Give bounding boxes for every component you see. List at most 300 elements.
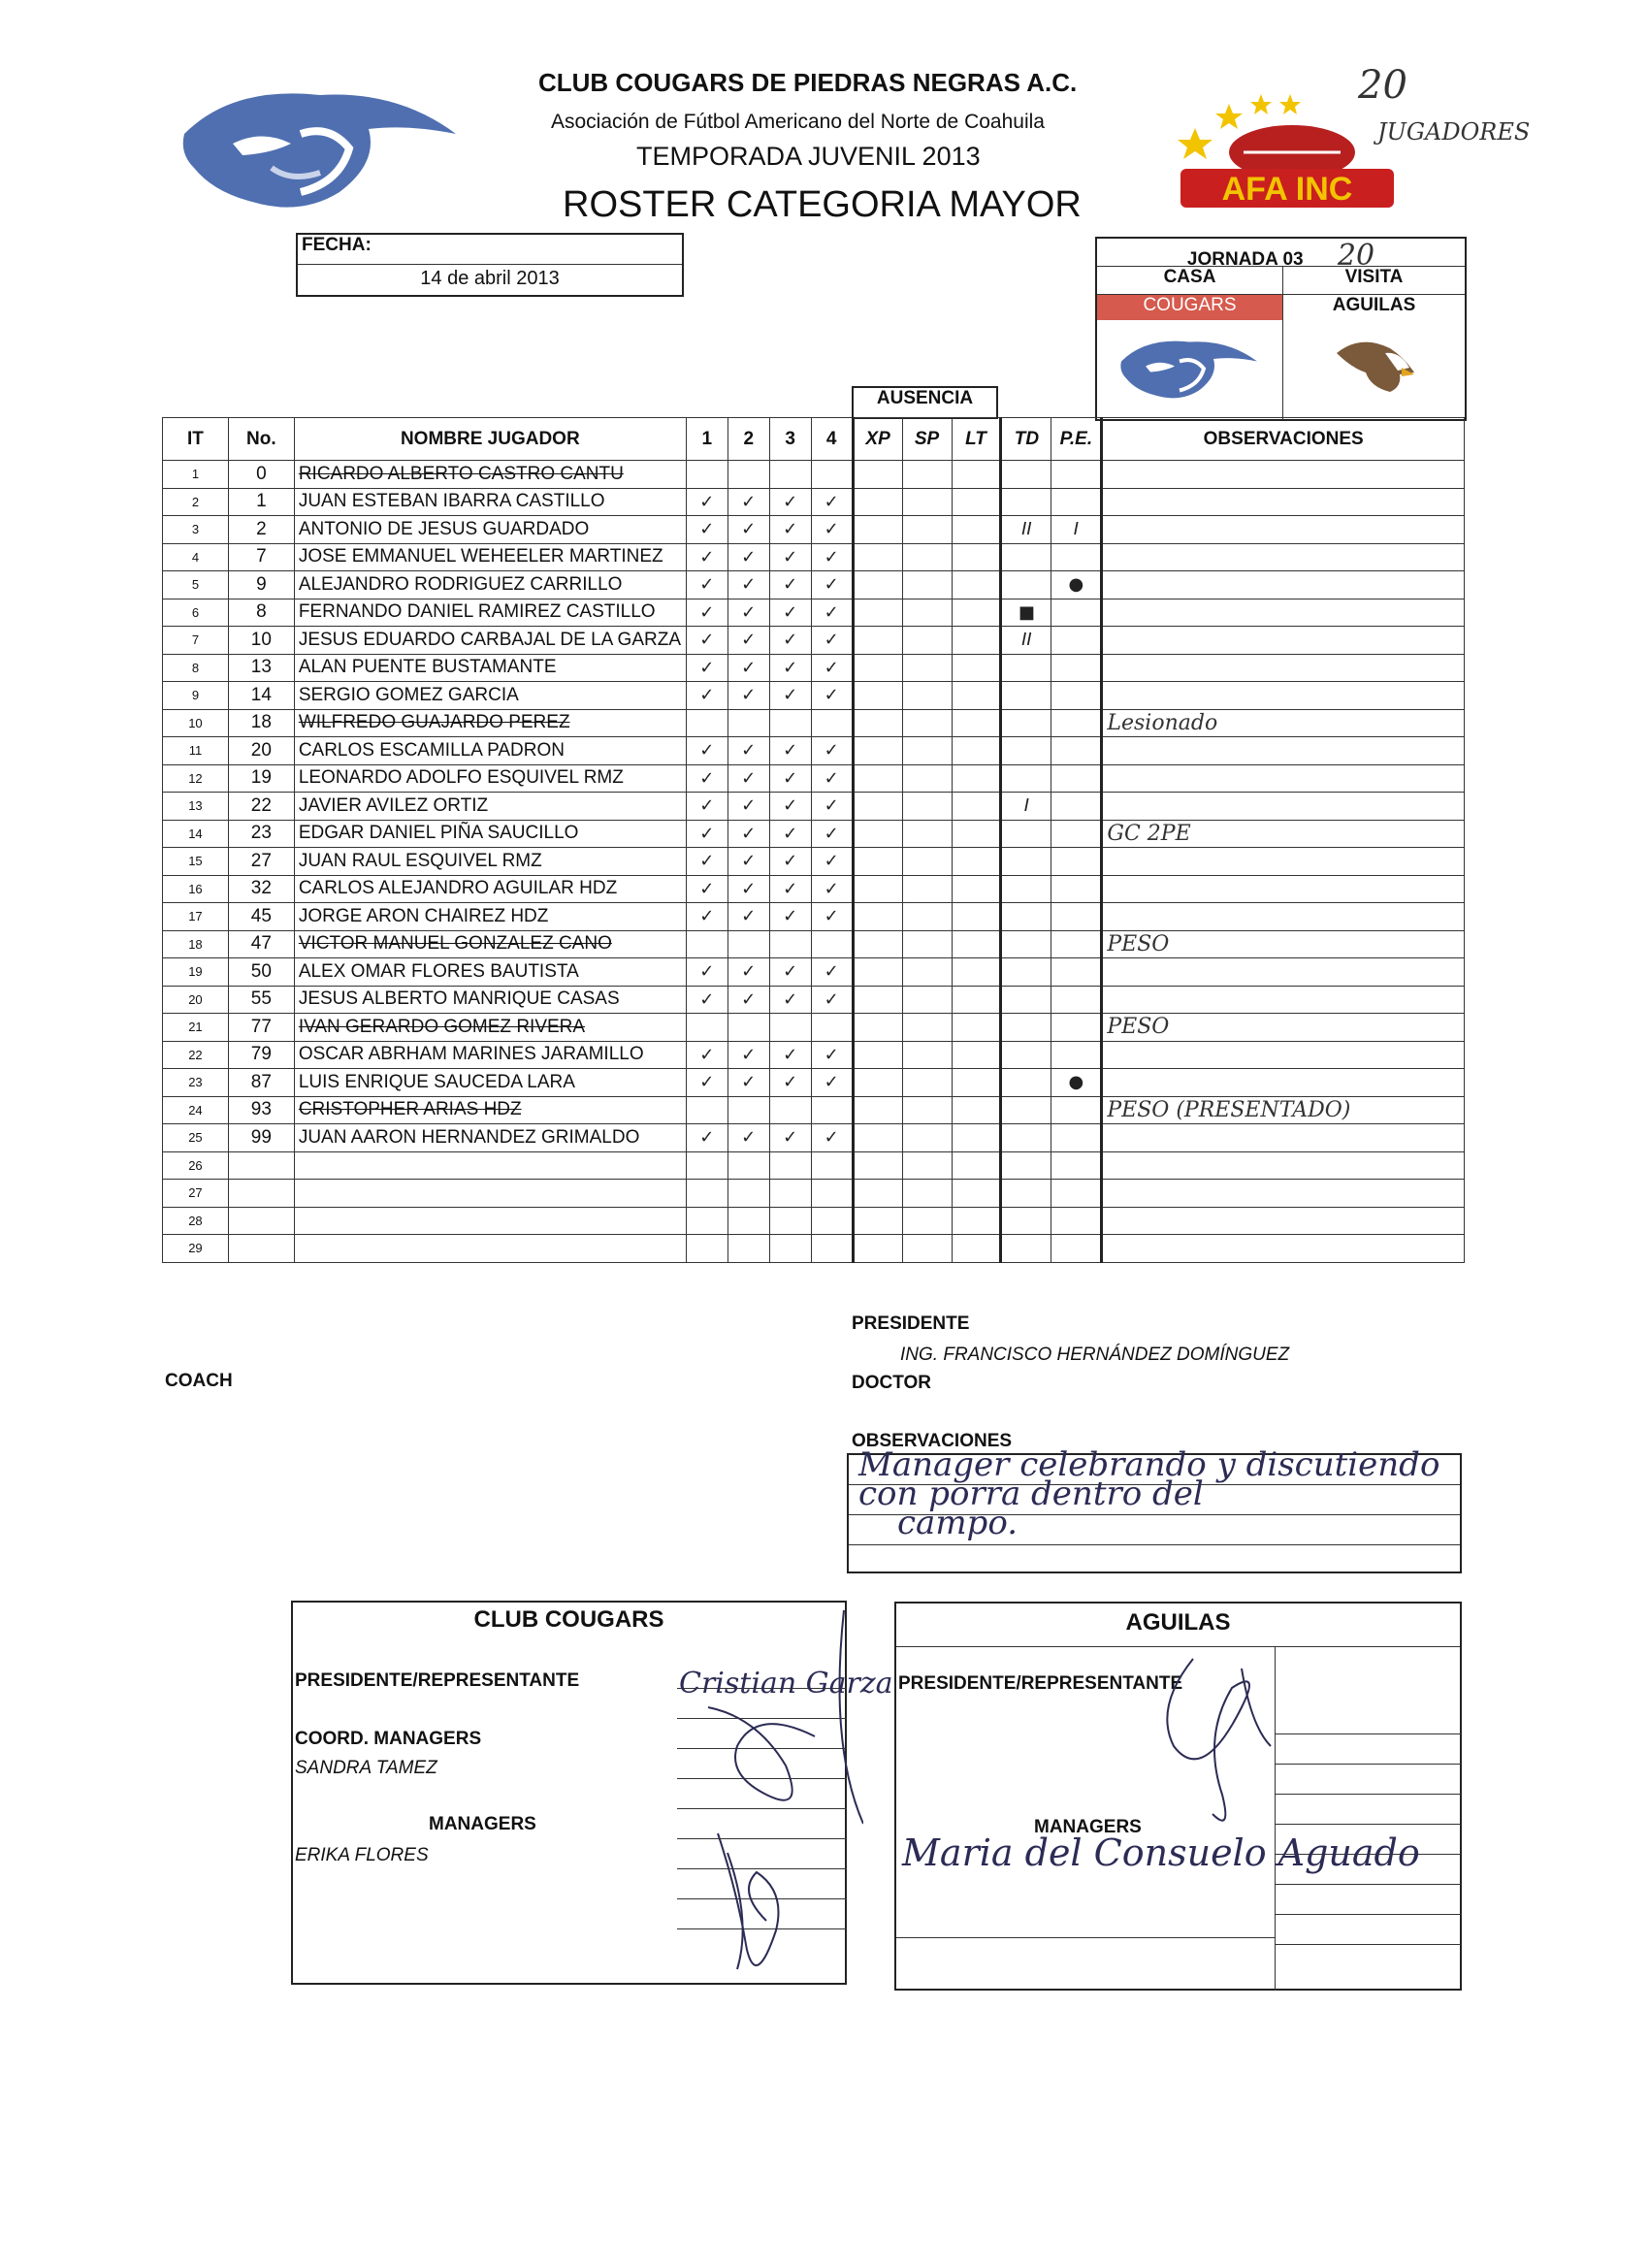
- quarter-2-check: ✓: [728, 488, 769, 516]
- cougar-logo: [175, 76, 466, 221]
- player-it: 16: [163, 875, 229, 903]
- observation-cell: [1102, 1180, 1465, 1208]
- lt-cell: [952, 516, 1001, 544]
- player-name: [294, 958, 686, 987]
- col-pe: P.E.: [1051, 418, 1102, 461]
- pe-cell: [1051, 1207, 1102, 1235]
- observation-cell: [1102, 875, 1465, 903]
- sp-cell: [902, 461, 952, 489]
- visita-label: VISITA: [1344, 267, 1404, 287]
- quarter-4-check: ✓: [811, 627, 853, 655]
- player-name-text: ALAN PUENTE BUSTAMANTE: [298, 657, 557, 678]
- pe-cell: [1051, 1041, 1102, 1069]
- pe-cell: ●: [1051, 1069, 1102, 1097]
- quarter-2-check: [728, 1235, 769, 1263]
- xp-cell: [853, 682, 902, 710]
- player-number: 93: [228, 1096, 294, 1124]
- td-cell: [1001, 1069, 1051, 1097]
- quarter-1-check: [686, 1014, 728, 1042]
- td-cell: [1001, 875, 1051, 903]
- lt-cell: [952, 930, 1001, 958]
- quarter-3-check: ✓: [769, 1069, 811, 1097]
- jornada-box: [1095, 237, 1467, 421]
- quarter-3-check: ✓: [769, 820, 811, 848]
- pe-cell: [1051, 958, 1102, 987]
- club-title: CLUB COUGARS DE PIEDRAS NEGRAS A.C.: [538, 68, 1078, 97]
- player-number: [228, 1235, 294, 1263]
- player-it: 13: [163, 793, 229, 821]
- quarter-2-check: ✓: [728, 571, 769, 599]
- quarter-2-check: ✓: [728, 599, 769, 627]
- td-cell: ■: [1001, 599, 1051, 627]
- player-name-text: CARLOS ESCAMILLA PADRON: [298, 739, 565, 761]
- sp-cell: [902, 986, 952, 1014]
- xp-cell: [853, 820, 902, 848]
- quarter-1-check: ✓: [686, 903, 728, 931]
- quarter-2-check: ✓: [728, 958, 769, 987]
- xp-cell: [853, 654, 902, 682]
- player-name-text: JOSE EMMANUEL WEHEELER MARTINEZ: [298, 546, 663, 567]
- sp-cell: [902, 1124, 952, 1152]
- player-it: 19: [163, 958, 229, 987]
- roster-row: [163, 958, 1465, 987]
- player-name: [294, 930, 686, 958]
- lt-cell: [952, 1014, 1001, 1042]
- sp-cell: [902, 627, 952, 655]
- observation-cell: [1102, 1207, 1465, 1235]
- quarter-3-check: ✓: [769, 764, 811, 793]
- presidente-label: PRESIDENTE: [852, 1313, 970, 1334]
- home-coord-name: SANDRA TAMEZ: [295, 1758, 437, 1778]
- quarter-3-check: ✓: [769, 1041, 811, 1069]
- pe-cell: [1051, 986, 1102, 1014]
- observation-cell: [1102, 1151, 1465, 1180]
- player-name-text: OSCAR ABRHAM MARINES JARAMILLO: [298, 1044, 644, 1065]
- quarter-2-check: ✓: [728, 820, 769, 848]
- lt-cell: [952, 958, 1001, 987]
- player-name-text: JUAN RAUL ESQUIVEL RMZ: [298, 850, 542, 871]
- home-title: CLUB COUGARS: [473, 1606, 664, 1633]
- observation-cell: [1102, 516, 1465, 544]
- roster-row: [163, 571, 1465, 599]
- player-name-text: JUAN AARON HERNANDEZ GRIMALDO: [298, 1126, 640, 1148]
- quarter-4-check: [811, 709, 853, 737]
- coach-label: COACH: [165, 1371, 233, 1391]
- quarter-3-check: ✓: [769, 516, 811, 544]
- quarter-4-check: ✓: [811, 737, 853, 765]
- td-cell: [1001, 848, 1051, 876]
- fecha-box: [296, 233, 684, 297]
- xp-cell: [853, 543, 902, 571]
- td-cell: [1001, 682, 1051, 710]
- home-managers-name: ERIKA FLORES: [295, 1845, 429, 1865]
- player-name-text: JUAN ESTEBAN IBARRA CASTILLO: [298, 491, 605, 512]
- player-it: 26: [163, 1151, 229, 1180]
- observation-cell: PESO: [1102, 930, 1465, 958]
- roster-row: [163, 875, 1465, 903]
- quarter-3-check: ✓: [769, 654, 811, 682]
- lt-cell: [952, 1180, 1001, 1208]
- roster-title: ROSTER CATEGORIA MAYOR: [563, 184, 1082, 225]
- player-name: [294, 571, 686, 599]
- quarter-4-check: [811, 930, 853, 958]
- td-cell: II: [1001, 627, 1051, 655]
- quarter-1-check: ✓: [686, 543, 728, 571]
- sp-cell: [902, 1235, 952, 1263]
- quarter-4-check: ✓: [811, 571, 853, 599]
- lt-cell: [952, 848, 1001, 876]
- sp-cell: [902, 516, 952, 544]
- home-managers-label: MANAGERS: [429, 1814, 536, 1834]
- ausencia-label: AUSENCIA: [876, 388, 974, 408]
- player-it: 24: [163, 1096, 229, 1124]
- player-number: 99: [228, 1124, 294, 1152]
- observation-cell: [1102, 903, 1465, 931]
- observation-cell: [1102, 682, 1465, 710]
- player-name: [294, 903, 686, 931]
- quarter-3-check: ✓: [769, 599, 811, 627]
- quarter-3-check: ✓: [769, 737, 811, 765]
- quarter-1-check: [686, 1207, 728, 1235]
- observation-cell: [1102, 737, 1465, 765]
- player-number: 0: [228, 461, 294, 489]
- player-name: [294, 654, 686, 682]
- lt-cell: [952, 986, 1001, 1014]
- player-number: 50: [228, 958, 294, 987]
- quarter-4-check: ✓: [811, 1124, 853, 1152]
- td-cell: [1001, 654, 1051, 682]
- player-name: [294, 986, 686, 1014]
- eagle-logo: [1332, 334, 1419, 402]
- col-sp: SP: [902, 418, 952, 461]
- xp-cell: [853, 1041, 902, 1069]
- observation-cell: [1102, 1069, 1465, 1097]
- visita-team: AGUILAS: [1332, 295, 1416, 315]
- sp-cell: [902, 1096, 952, 1124]
- quarter-1-check: ✓: [686, 958, 728, 987]
- quarter-2-check: ✓: [728, 737, 769, 765]
- player-name: [294, 764, 686, 793]
- pe-cell: [1051, 1235, 1102, 1263]
- quarter-2-check: ✓: [728, 1124, 769, 1152]
- quarter-4-check: ✓: [811, 764, 853, 793]
- quarter-4-check: ✓: [811, 682, 853, 710]
- away-sign-lines: [1275, 1646, 1461, 1991]
- lt-cell: [952, 1151, 1001, 1180]
- player-name: [294, 682, 686, 710]
- lt-cell: [952, 461, 1001, 489]
- player-name-text: JORGE ARON CHAIREZ HDZ: [298, 905, 549, 926]
- association-name: Asociación de Fútbol Americano del Norte de Coahuila: [551, 111, 1045, 133]
- observation-cell: Lesionado: [1102, 709, 1465, 737]
- quarter-2-check: [728, 1151, 769, 1180]
- xp-cell: [853, 958, 902, 987]
- roster-row: [163, 543, 1465, 571]
- quarter-3-check: [769, 1151, 811, 1180]
- player-number: [228, 1180, 294, 1208]
- quarter-2-check: [728, 709, 769, 737]
- td-cell: [1001, 571, 1051, 599]
- quarter-1-check: [686, 1151, 728, 1180]
- quarter-1-check: ✓: [686, 571, 728, 599]
- pe-cell: [1051, 1096, 1102, 1124]
- roster-row: [163, 1069, 1465, 1097]
- quarter-3-check: [769, 930, 811, 958]
- lt-cell: [952, 543, 1001, 571]
- quarter-2-check: [728, 930, 769, 958]
- roster-row: [163, 682, 1465, 710]
- quarter-4-check: [811, 1180, 853, 1208]
- roster-row: [163, 627, 1465, 655]
- xp-cell: [853, 764, 902, 793]
- quarter-2-check: ✓: [728, 516, 769, 544]
- cougar-small-logo: [1116, 330, 1262, 407]
- player-it: 11: [163, 737, 229, 765]
- player-number: 1: [228, 488, 294, 516]
- lt-cell: [952, 1041, 1001, 1069]
- quarter-2-check: ✓: [728, 903, 769, 931]
- xp-cell: [853, 737, 902, 765]
- ausencia-header-box: [852, 386, 998, 419]
- player-name-text: RICARDO ALBERTO CASTRO CANTU: [298, 463, 624, 484]
- player-number: [228, 1207, 294, 1235]
- player-name-text: LEONARDO ADOLFO ESQUIVEL RMZ: [298, 767, 624, 789]
- td-cell: [1001, 820, 1051, 848]
- sp-cell: [902, 1151, 952, 1180]
- roster-row: [163, 488, 1465, 516]
- td-cell: [1001, 1180, 1051, 1208]
- player-it: 17: [163, 903, 229, 931]
- player-name-text: JESUS EDUARDO CARBAJAL DE LA GARZA: [298, 629, 681, 650]
- quarter-1-check: ✓: [686, 599, 728, 627]
- observation-cell: [1102, 627, 1465, 655]
- quarter-2-check: [728, 1014, 769, 1042]
- player-name-text: JAVIER AVILEZ ORTIZ: [298, 794, 489, 816]
- player-name: [294, 516, 686, 544]
- observation-cell: [1102, 793, 1465, 821]
- player-number: 9: [228, 571, 294, 599]
- xp-cell: [853, 627, 902, 655]
- sp-cell: [902, 1069, 952, 1097]
- player-name-text: ALEX OMAR FLORES BAUTISTA: [298, 960, 579, 982]
- player-it: 14: [163, 820, 229, 848]
- player-number: 8: [228, 599, 294, 627]
- presidente-name: ING. FRANCISCO HERNÁNDEZ DOMÍNGUEZ: [900, 1345, 1290, 1365]
- roster-row: [163, 1096, 1465, 1124]
- roster-row: [163, 516, 1465, 544]
- player-name: [294, 793, 686, 821]
- roster-row: [163, 737, 1465, 765]
- roster-table: [162, 417, 1465, 1263]
- player-it: 7: [163, 627, 229, 655]
- pe-cell: [1051, 682, 1102, 710]
- td-cell: [1001, 986, 1051, 1014]
- player-name-text: FERNANDO DANIEL RAMIREZ CASTILLO: [298, 601, 656, 623]
- pe-cell: [1051, 1180, 1102, 1208]
- player-it: 10: [163, 709, 229, 737]
- quarter-3-check: [769, 1180, 811, 1208]
- quarter-2-check: [728, 1207, 769, 1235]
- player-name: [294, 848, 686, 876]
- quarter-2-check: [728, 1180, 769, 1208]
- pe-cell: [1051, 820, 1102, 848]
- player-name: [294, 627, 686, 655]
- player-it: 15: [163, 848, 229, 876]
- player-number: 20: [228, 737, 294, 765]
- quarter-1-check: [686, 709, 728, 737]
- quarter-3-check: ✓: [769, 1124, 811, 1152]
- player-name-text: JESUS ALBERTO MANRIQUE CASAS: [298, 988, 620, 1010]
- quarter-2-check: ✓: [728, 793, 769, 821]
- away-managers-label: MANAGERS: [1034, 1817, 1142, 1837]
- xp-cell: [853, 461, 902, 489]
- home-signature: Cristian Garza: [679, 1667, 893, 1701]
- col-obs: OBSERVACIONES: [1102, 418, 1465, 461]
- quarter-2-check: [728, 461, 769, 489]
- td-cell: II: [1001, 516, 1051, 544]
- quarter-4-check: ✓: [811, 488, 853, 516]
- player-name: [294, 709, 686, 737]
- roster-row: [163, 848, 1465, 876]
- observaciones-handwritten: [858, 1445, 1440, 1542]
- sp-cell: [902, 764, 952, 793]
- quarter-2-check: ✓: [728, 875, 769, 903]
- roster-row: [163, 1041, 1465, 1069]
- td-cell: [1001, 1207, 1051, 1235]
- home-pres-label: PRESIDENTE/REPRESENTANTE: [295, 1670, 580, 1691]
- player-it: 2: [163, 488, 229, 516]
- col-it: IT: [163, 418, 229, 461]
- quarter-1-check: [686, 1096, 728, 1124]
- sp-cell: [902, 930, 952, 958]
- td-cell: [1001, 958, 1051, 987]
- player-name: [294, 1041, 686, 1069]
- observation-cell: GC 2PE: [1102, 820, 1465, 848]
- player-number: 7: [228, 543, 294, 571]
- td-cell: [1001, 1124, 1051, 1152]
- observaciones-label: OBSERVACIONES: [852, 1431, 1013, 1451]
- td-cell: [1001, 1096, 1051, 1124]
- quarter-1-check: ✓: [686, 1041, 728, 1069]
- player-name-text: CRISTOPHER ARIAS HDZ: [298, 1099, 522, 1120]
- quarter-1-check: ✓: [686, 737, 728, 765]
- player-number: 27: [228, 848, 294, 876]
- quarter-1-check: ✓: [686, 682, 728, 710]
- player-name: [294, 1069, 686, 1097]
- roster-row: [163, 1180, 1465, 1208]
- pe-cell: [1051, 461, 1102, 489]
- away-pres-label: PRESIDENTE/REPRESENTANTE: [898, 1673, 1183, 1694]
- roster-row: [163, 709, 1465, 737]
- pe-cell: [1051, 488, 1102, 516]
- player-number: 18: [228, 709, 294, 737]
- pe-cell: [1051, 599, 1102, 627]
- quarter-4-check: ✓: [811, 543, 853, 571]
- xp-cell: [853, 848, 902, 876]
- quarter-4-check: ✓: [811, 986, 853, 1014]
- quarter-1-check: [686, 461, 728, 489]
- quarter-3-check: ✓: [769, 958, 811, 987]
- observation-cell: [1102, 1235, 1465, 1263]
- roster-row: [163, 1207, 1465, 1235]
- lt-cell: [952, 764, 1001, 793]
- xp-cell: [853, 516, 902, 544]
- player-name-text: SERGIO GOMEZ GARCIA: [298, 684, 519, 705]
- quarter-3-check: [769, 1096, 811, 1124]
- home-signature-scribble: [669, 1601, 863, 2008]
- quarter-1-check: [686, 1235, 728, 1263]
- doctor-label: DOCTOR: [852, 1373, 931, 1393]
- sp-cell: [902, 488, 952, 516]
- xp-cell: [853, 599, 902, 627]
- sp-cell: [902, 571, 952, 599]
- sp-cell: [902, 1180, 952, 1208]
- td-cell: [1001, 543, 1051, 571]
- sp-cell: [902, 793, 952, 821]
- player-name: [294, 1124, 686, 1152]
- quarter-4-check: [811, 1096, 853, 1124]
- col-name: NOMBRE JUGADOR: [294, 418, 686, 461]
- pe-cell: [1051, 1151, 1102, 1180]
- player-number: 13: [228, 654, 294, 682]
- xp-cell: [853, 709, 902, 737]
- quarter-2-check: ✓: [728, 1041, 769, 1069]
- sp-cell: [902, 737, 952, 765]
- player-name-text: ANTONIO DE JESUS GUARDADO: [298, 518, 590, 539]
- xp-cell: [853, 1096, 902, 1124]
- player-number: 47: [228, 930, 294, 958]
- pe-cell: [1051, 875, 1102, 903]
- roster-row: [163, 793, 1465, 821]
- player-it: 21: [163, 1014, 229, 1042]
- quarter-4-check: ✓: [811, 958, 853, 987]
- observation-cell: PESO: [1102, 1014, 1465, 1042]
- quarter-4-check: ✓: [811, 903, 853, 931]
- quarter-1-check: ✓: [686, 1069, 728, 1097]
- sp-cell: [902, 848, 952, 876]
- observation-cell: [1102, 571, 1465, 599]
- away-handwritten-name: Maria del Consuelo Aguado: [902, 1831, 1420, 1874]
- observation-cell: [1102, 599, 1465, 627]
- td-cell: [1001, 737, 1051, 765]
- player-number: 2: [228, 516, 294, 544]
- lt-cell: [952, 737, 1001, 765]
- quarter-3-check: ✓: [769, 793, 811, 821]
- td-cell: I: [1001, 793, 1051, 821]
- fecha-label: FECHA:: [298, 235, 682, 265]
- xp-cell: [853, 488, 902, 516]
- quarter-2-check: [728, 1096, 769, 1124]
- pe-cell: I: [1051, 516, 1102, 544]
- td-cell: [1001, 709, 1051, 737]
- away-signature-scribble: [1135, 1649, 1290, 1843]
- pe-cell: [1051, 709, 1102, 737]
- sp-cell: [902, 903, 952, 931]
- pe-cell: ●: [1051, 571, 1102, 599]
- roster-row: [163, 654, 1465, 682]
- lt-cell: [952, 571, 1001, 599]
- player-name: [294, 875, 686, 903]
- player-it: 27: [163, 1180, 229, 1208]
- lt-cell: [952, 793, 1001, 821]
- col-lt: LT: [952, 418, 1001, 461]
- quarter-3-check: ✓: [769, 903, 811, 931]
- player-name: [294, 599, 686, 627]
- quarter-2-check: ✓: [728, 848, 769, 876]
- player-it: 4: [163, 543, 229, 571]
- quarter-1-check: ✓: [686, 764, 728, 793]
- quarter-2-check: ✓: [728, 682, 769, 710]
